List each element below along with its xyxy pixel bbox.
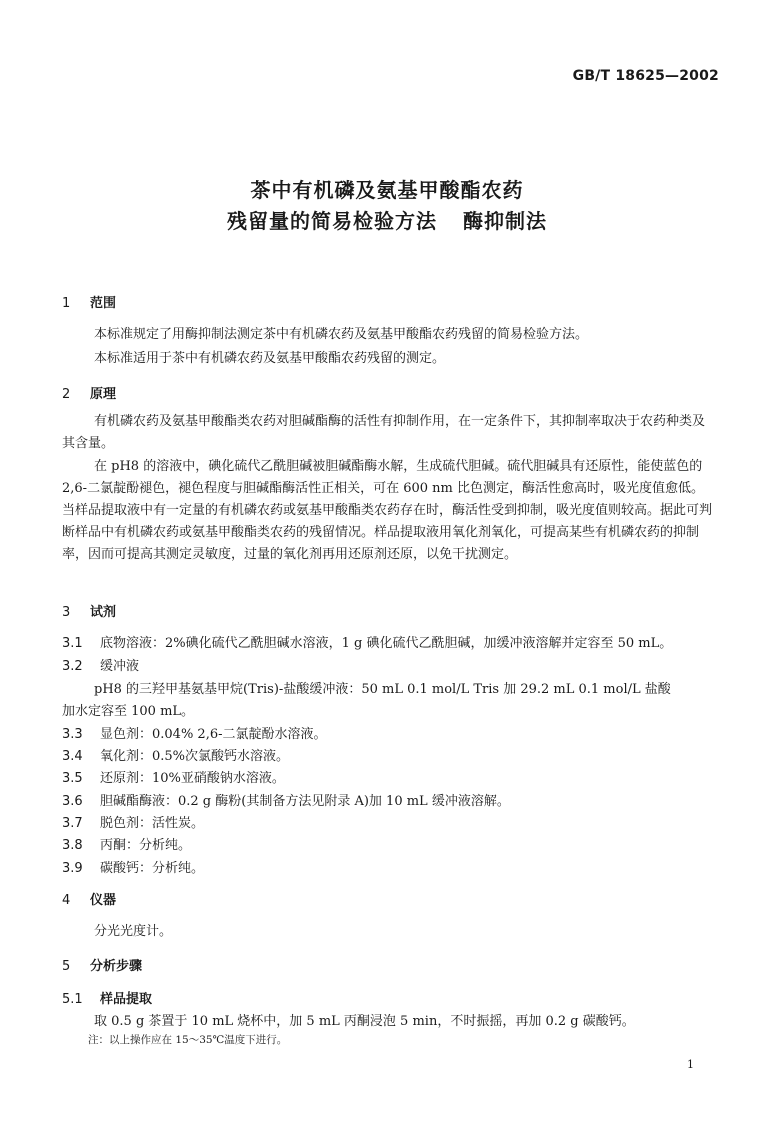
item-text: 胆碱酯酶液：0.2 g 酶粉(其制备方法见附录 A)加 10 mL 缓冲液溶解。 xyxy=(100,794,510,809)
item-number: 3.4 xyxy=(62,749,83,764)
document-title-line-1: 茶中有机磷及氨基甲酸酯农药 xyxy=(250,178,524,202)
paragraph: 本标准适用于茶中有机磷农药及氨基甲酸酯农药残留的测定。 xyxy=(94,351,446,366)
title-part-a: 残留量的简易检验方法 xyxy=(227,209,437,233)
paragraph: 有机磷农药及氨基甲酸酯类农药对胆碱酯酶的活性有抑制作用，在一定条件下，其抑制率取决于农药种类及其含量。 xyxy=(62,414,706,451)
reagent-item xyxy=(62,723,327,742)
section-1-heading xyxy=(62,292,116,311)
item-number: 3.8 xyxy=(62,838,83,853)
section-title: 仪器 xyxy=(90,893,117,908)
item-number: 3.5 xyxy=(62,771,83,786)
item-text: 缓冲液 xyxy=(100,659,140,674)
reagent-item xyxy=(62,857,204,876)
title-part-b: 酶抑制法 xyxy=(463,209,547,233)
section-4-heading xyxy=(62,889,116,908)
document-title-line-2 xyxy=(0,205,774,234)
section-number: 4 xyxy=(62,893,71,908)
section-title: 分析步骤 xyxy=(90,959,143,974)
page-number: 1 xyxy=(687,1058,694,1071)
section-5-heading xyxy=(62,955,142,974)
item-text: 丙酮：分析纯。 xyxy=(100,838,192,853)
section-2-heading xyxy=(62,383,116,402)
subsection-5-1-heading xyxy=(62,988,152,1007)
reagent-item xyxy=(62,632,672,651)
reagent-item xyxy=(62,790,510,809)
item-text: 显色剂：0.04% 2,6-二氯靛酚水溶液。 xyxy=(100,727,327,742)
section-number: 1 xyxy=(62,296,71,311)
item-number: 3.1 xyxy=(62,636,83,651)
item-number: 3.7 xyxy=(62,816,83,831)
section-number: 5 xyxy=(62,959,71,974)
item-number: 3.3 xyxy=(62,727,83,742)
section-title: 试剂 xyxy=(90,605,117,620)
subsection-title: 样品提取 xyxy=(100,992,153,1007)
paragraph: 本标准规定了用酶抑制法测定茶中有机磷农药及氨基甲酸酯农药残留的简易检验方法。 xyxy=(94,327,589,342)
section-title: 范围 xyxy=(90,296,117,311)
section-number: 2 xyxy=(62,387,71,402)
section-3-heading xyxy=(62,601,116,620)
reagent-item xyxy=(62,812,204,831)
item-text: 氧化剂：0.5%次氯酸钙水溶液。 xyxy=(100,749,290,764)
paragraph: 分光光度计。 xyxy=(94,924,173,939)
item-text: 碳酸钙：分析纯。 xyxy=(100,861,205,876)
section-number: 3 xyxy=(62,605,71,620)
section-title: 原理 xyxy=(90,387,117,402)
paragraph: 加水定容至 100 mL。 xyxy=(62,704,195,719)
item-number: 3.2 xyxy=(62,659,83,674)
note: 注：以上操作应在 15～35℃温度下进行。 xyxy=(88,1034,288,1046)
item-text: 还原剂：10%亚硝酸钠水溶液。 xyxy=(100,771,285,786)
reagent-item xyxy=(62,834,191,853)
paragraph: 取 0.5 g 茶置于 10 mL 烧杯中，加 5 mL 丙酮浸泡 5 min，不时振摇，再加 0.2 g 碳酸钙。 xyxy=(94,1014,635,1029)
reagent-item xyxy=(62,767,285,786)
paragraph: 在 pH8 的溶液中，碘化硫代乙酰胆碱被胆碱酯酶水解，生成硫代胆碱。硫代胆碱具有还原性，能使蓝色的 2,6-二氯靛酚褪色，褪色程度与胆碱酯酶活性正相关，可在 600 nm 比色测定，酶活性愈高时，吸光度值愈低。当样品提取液中有一定量的有机磷农药或氨基甲酸酯类农药存在时，酶活性受到抑制，吸光度值则较高。据此可判断样品中有机磷农药或氨基甲酸酯类农药的残留情况。样品提取液用氧化剂氧化，可提高某些有机磷农药的抑制率，因而可提高其测定灵敏度，过量的氧化剂再用还原剂还原，以免干扰测定。 xyxy=(62,459,713,562)
paragraph: pH8 的三羟甲基氨基甲烷(Tris)-盐酸缓冲液：50 mL 0.1 mol/L Tris 加 29.2 mL 0.1 mol/L 盐酸 xyxy=(94,682,671,697)
subsection-number: 5.1 xyxy=(62,992,83,1007)
standard-number: GB/T 18625—2002 xyxy=(572,68,719,84)
item-number: 3.9 xyxy=(62,861,83,876)
reagent-item xyxy=(62,655,139,674)
item-number: 3.6 xyxy=(62,794,83,809)
reagent-item xyxy=(62,745,289,764)
item-text: 底物溶液：2%碘化硫代乙酰胆碱水溶液，1 g 碘化硫代乙酰胆碱，加缓冲液溶解并定容至 50 mL。 xyxy=(100,636,673,651)
item-text: 脱色剂：活性炭。 xyxy=(100,816,205,831)
